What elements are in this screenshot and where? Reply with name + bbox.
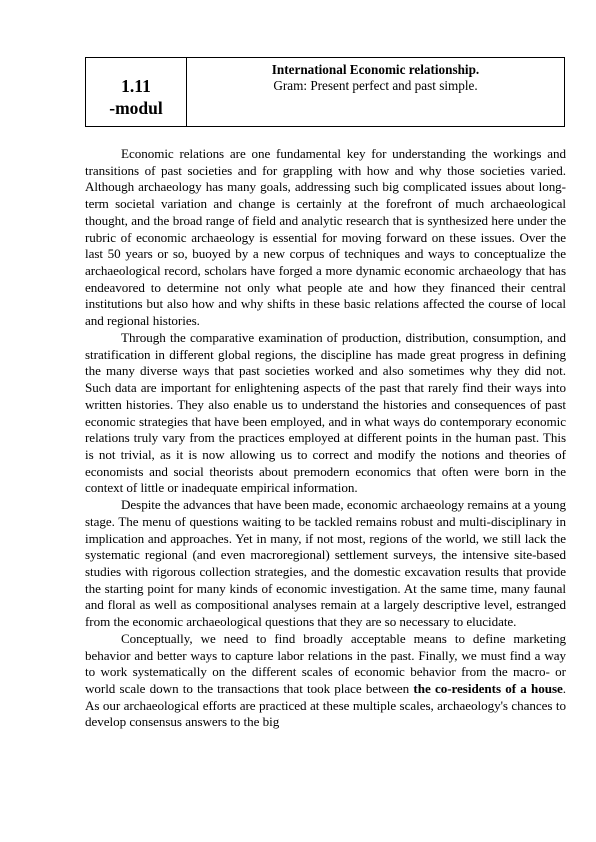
paragraph-4-start: Conceptually, we need to find broadly acceptable means to define marketing behavior and better ways to capture labor relations in the past. Finally, we must find a way to work systematically on the different scales of economic behavior from the macro- or world scale down to the transactions that took place between (85, 630, 566, 696)
module-word: -modul (109, 98, 163, 118)
module-header-table (85, 57, 565, 127)
topic-title: International Economic relationship. (271, 62, 480, 77)
module-code: 1.11 (121, 76, 151, 96)
paragraph-1: Economic relations are one fundamental key for understanding the workings and transitions of past societies and for grappling with how and why those societies varied. Although archaeology has many goals, addressing such big complicated issues about long-term societal variation and change is certainly at the forefront of much archaeological thought, and the broad range of field and analytic research that is synthesized here under the rubric of economic archaeology is essential for moving forward on these issues. Over the last 50 years or so, buoyed by a new corpus of techniques and ways to conceptualize the archaeological record, scholars have forged a more dynamic economic archaeology that has endeavored to determine not only what people ate and how they financed their central institutions but also how and why shifts in these basic relations affected the course of local and regional histories. (85, 146, 566, 329)
paragraph-4-end: . As our archaeological efforts are practiced at these multiple scales, archaeology's chances to develop consensus answers to the big (85, 681, 567, 730)
bold-phrase: the co-residents of a house (413, 681, 563, 696)
module-topic-cell (187, 58, 565, 127)
reading-text (85, 146, 566, 731)
paragraph-2: Through the comparative examination of production, distribution, consumption, and stratification in different global regions, the discipline has made great progress in defining the many diverse ways that past societies worked and also sometimes why they did not. Such data are important for enlightening aspects of the past that rarely find their ways into written histories. They also enable us to understand the histories and consequences of past economic strategies that have been employed, and in what ways do contemporary economic relations truly vary from the practices employed at different points in the human past. This is not trivial, as it is now allowing us to correct and modify the notions and theories of economists and social theorists about premodern economics that often were born in the context of little or inadequate empirical information. (85, 329, 566, 496)
topic-grammar: Gram: Present perfect and past simple. (273, 78, 478, 93)
module-number-cell (86, 58, 187, 127)
paragraph-4 (85, 631, 566, 731)
paragraph-3: Despite the advances that have been made, economic archaeology remains at a young stage. The menu of questions waiting to be tackled remains robust and multi-disciplinary in implication and approaches. Yet in many, if not most, regions of the world, we still lack the systematic regional (and even macroregional) settlement surveys, the intensive site-based studies with rigorous collection strategies, and the domestic excavation results that provide the starting point for many kinds of economic investigation. At the same time, many faunal and floral as well as compositional analyses remain at a largely descriptive level, estranged from the economic archaeological questions that they are so necessary to elucidate. (85, 497, 566, 630)
